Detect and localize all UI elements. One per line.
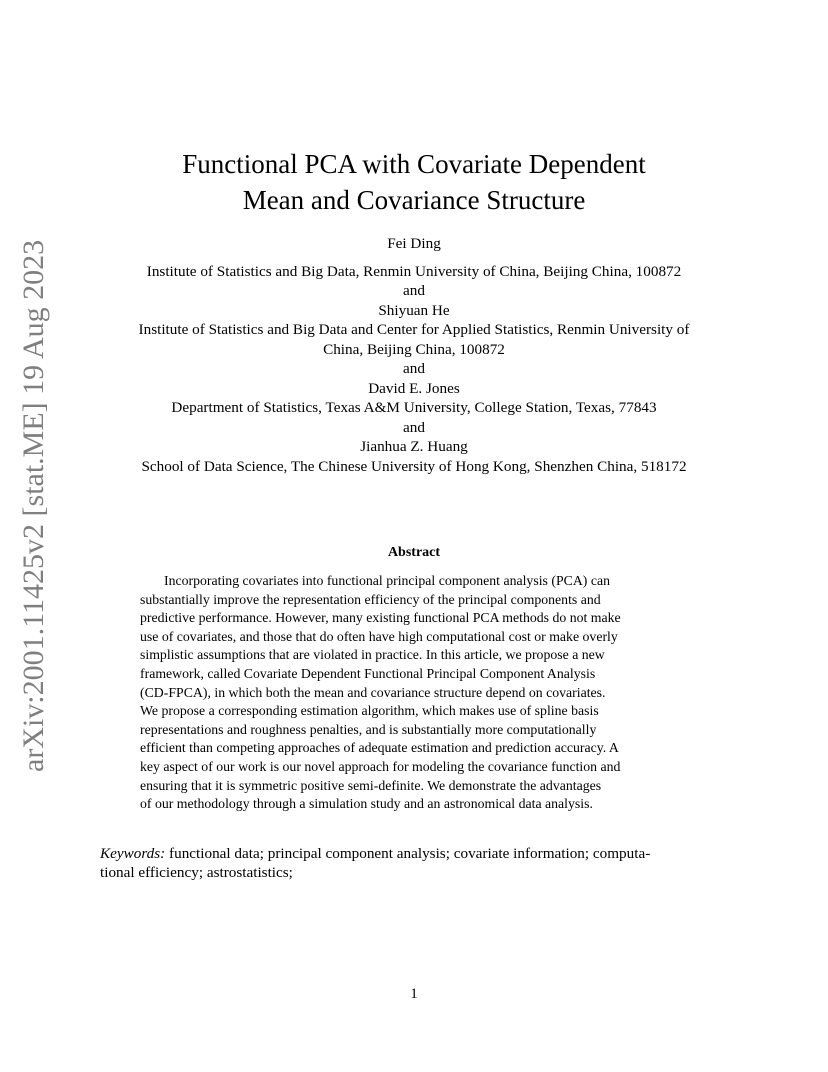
author-separator-2: and	[403, 360, 425, 377]
abstract-line: key aspect of our work is our novel approach for modeling the covariance function and	[140, 758, 621, 774]
paper-title	[100, 146, 728, 218]
keywords-label: Keywords:	[100, 845, 166, 862]
page-number: 1	[410, 986, 418, 1002]
author-separator-3: and	[403, 418, 425, 436]
abstract-line: simplistic assumptions that are violated in practice. In this article, we propose a new	[140, 647, 605, 663]
abstract-line: ensuring that it is symmetric positive semi-definite. We demonstrate the advantages	[140, 777, 602, 793]
title-line-2: Mean and Covariance Structure	[242, 185, 586, 215]
author-name-2: Shiyuan He	[378, 301, 450, 319]
abstract-body	[140, 572, 700, 814]
abstract-line: efficient than competing approaches of adequate estimation and prediction accuracy. A	[140, 740, 619, 756]
keywords-line-2: tional efficiency; astrostatistics;	[100, 864, 293, 881]
abstract-line: (CD-FPCA), in which both the mean and covariance structure depend on covariates.	[140, 684, 606, 700]
author-separator-1: and	[403, 282, 425, 299]
keywords-text-1: functional data; principal component analysis; covariate information; computa-	[165, 845, 651, 862]
abstract-line: of our methodology through a simulation study and an astronomical data analysis.	[140, 796, 593, 812]
author-affiliation-4: School of Data Science, The Chinese University of Hong Kong, Shenzhen China, 518172	[141, 457, 687, 475]
author-block	[90, 234, 738, 476]
keywords-section	[100, 844, 740, 882]
arxiv-identifier-stamp: arXiv:2001.11425v2 [stat.ME] 19 Aug 2023	[17, 239, 50, 772]
keywords-line-1	[100, 844, 740, 863]
abstract-line: framework, called Covariate Dependent Functional Principal Component Analysis	[140, 665, 596, 681]
author-affiliation-1: Institute of Statistics and Big Data, Renmin University of China, Beijing China, 100872	[146, 262, 682, 280]
abstract-line: We propose a corresponding estimation algorithm, which makes use of spline basis	[140, 703, 599, 719]
author-affiliation-2-line-2: China, Beijing China, 100872	[323, 340, 505, 358]
author-affiliation-3: Department of Statistics, Texas A&M University, College Station, Texas, 77843	[171, 399, 657, 416]
abstract-line: substantially improve the representation efficiency of the principal components and	[140, 591, 601, 607]
author-affiliation-2-line-1: Institute of Statistics and Big Data and Center for Applied Statistics, Renmin University of	[138, 321, 690, 338]
abstract-line: Incorporating covariates into functional principal component analysis (PCA) can	[164, 573, 610, 588]
author-name-1: Fei Ding	[387, 235, 441, 252]
abstract-line: predictive performance. However, many existing functional PCA methods do not make	[140, 610, 621, 626]
author-name-4: Jianhua Z. Huang	[360, 438, 468, 455]
abstract-line: use of covariates, and those that do often have high computational cost or make overly	[140, 628, 618, 644]
abstract-heading: Abstract	[387, 545, 441, 560]
abstract-line: representations and roughness penalties, and is substantially more computationally	[140, 721, 597, 737]
title-line-1: Functional PCA with Covariate Dependent	[182, 149, 646, 179]
author-name-3: David E. Jones	[368, 379, 460, 397]
